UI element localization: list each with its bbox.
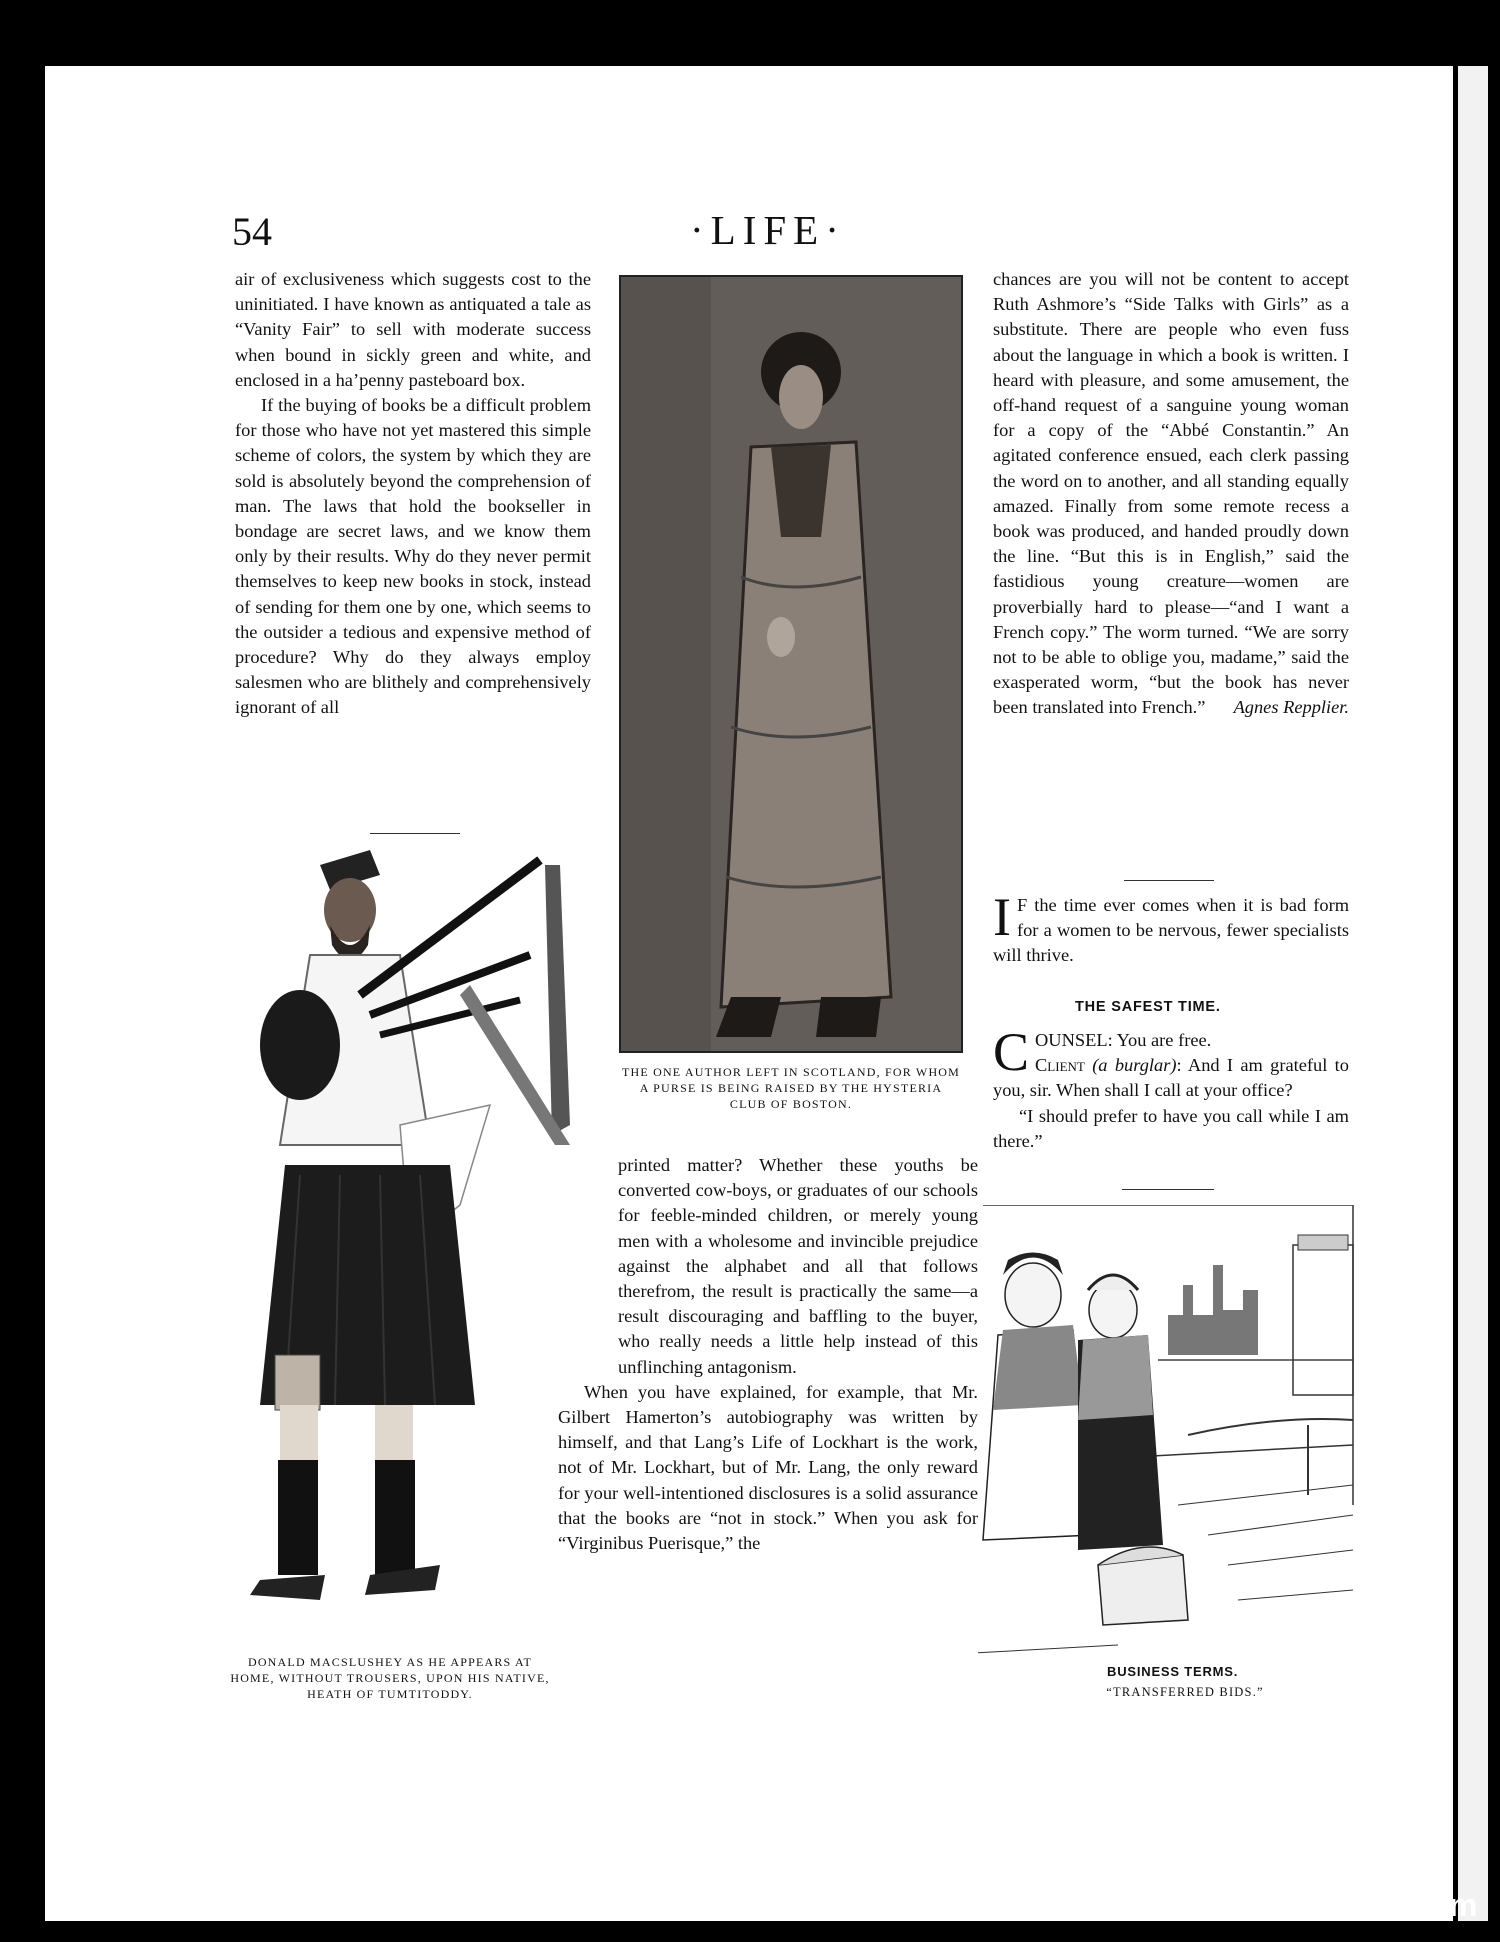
paragraph: If the buying of books be a difficult problem for those who have not yet mastered this simple scheme of colors, the system by which they are sold is absolutely beyond the comprehension of man. The laws that hold the bookseller in bondage are secret laws, and we know them only by their results. Why do they never permit themselves to keep new books in stock, instead of sending for them one by one, which seems to the outsider a tedious and expensive method of procedure? Why do they always employ salesmen who are blithely and comprehensively ignorant of all bbox=[235, 395, 591, 718]
paragraph bbox=[993, 267, 1349, 721]
drop-cap: I bbox=[993, 887, 1011, 947]
section-heading: THE SAFEST TIME. bbox=[1075, 999, 1221, 1015]
column-2-text bbox=[558, 1153, 978, 1556]
paragraph-text: chances are you will not be content to accept Ruth Ashmore’s “Side Talks with Girls” as a substitute. There are people who even fuss about the language in which a book is written. I heard with pleasure, and some amusement, the off-hand request of a sanguine young woman for a copy of the “Abbé Constantin.” An agitated conference ensued, each clerk passing the word on to another, and all standing equally amazed. Finally from some remote recess a book was produced, and handed proudly down the line. “But this is in English,” said the fastidious young creature—women are proverbially hard to please—“and I want a French copy.” The worm turned. “We are sorry not to be able to oblige you, madame,” said the exasperated worm, “but the book has never been translated into French.” bbox=[993, 269, 1349, 718]
cartoon-title: BUSINESS TERMS. bbox=[1107, 1664, 1239, 1679]
divider bbox=[1122, 1189, 1214, 1190]
paragraph: When you have explained, for example, that Mr. Gilbert Hamerton’s autobiography was written by himself, and that Lang’s Life of Lockhart is the work, not of Mr. Lockhart, but of Mr. Lang, the only reward for your well-intentioned disclosures is a solid assurance that the books are “not in stock.” When you ask for “Virginibus Puerisque,” the bbox=[558, 1381, 978, 1554]
drop-cap: C bbox=[993, 1022, 1030, 1082]
author-caption: THE ONE AUTHOR LEFT IN SCOTLAND, FOR WHOM A PURSE IS BEING RAISED BY THE HYSTERIA CLUB OF BOSTON. bbox=[621, 1065, 961, 1111]
watermark-logo: comicbooks.com bbox=[1209, 1887, 1478, 1923]
piper-caption: DONALD MACSLUSHEY AS HE APPEARS AT HOME, WITHOUT TROUSERS, UPON HIS NATIVE, HEATH OF TUMTITODDY. bbox=[230, 1655, 550, 1701]
client-line: : And I am grateful to you, sir. When shall I call at your office? bbox=[993, 1055, 1349, 1101]
bag bbox=[260, 990, 340, 1100]
safest-time-text bbox=[993, 1022, 1349, 1154]
page-number: 54 bbox=[232, 209, 272, 254]
bagpiper-photo bbox=[240, 845, 585, 1635]
counsel-reply: “I should prefer to have you call while I am there.” bbox=[993, 1105, 1349, 1151]
paragraph: air of exclusiveness which suggests cost to the uninitiated. I have known as antiquated a tale as “Vanity Fair” to sell with moderate success when bound in sickly green and white, and enclosed in a ha’penny pasteboard box. bbox=[235, 269, 591, 390]
author-signature: Agnes Repplier. bbox=[1233, 697, 1349, 718]
divider bbox=[1124, 880, 1214, 881]
sporran bbox=[275, 1355, 320, 1410]
author-photo bbox=[619, 275, 963, 1053]
short-item bbox=[993, 887, 1349, 969]
column-3-text bbox=[993, 267, 1349, 721]
adjacent-page-edge bbox=[1458, 66, 1488, 1921]
business-terms-cartoon bbox=[978, 1205, 1356, 1660]
masthead: ·LIFE· bbox=[690, 207, 846, 253]
divider bbox=[370, 833, 460, 834]
client-role: (a burglar) bbox=[1092, 1055, 1177, 1076]
client-label: Client bbox=[1035, 1055, 1085, 1076]
ribbon bbox=[545, 865, 570, 1135]
paragraph: printed matter? Whether these youths be converted cow-boys, or graduates of our schools for feeble-minded children, or merely young men with a wholesome and invincible prejudice against the alphabet and all that follows therefrom, the result is practically the same—a result discouraging and baffling to the buyer, who really needs a little help instead of this unflinching antagonism. bbox=[618, 1155, 978, 1377]
column-1-text bbox=[235, 267, 591, 721]
counsel-line: OUNSEL: You are free. bbox=[1035, 1030, 1212, 1050]
cartoon-subtitle: “TRANSFERRED BIDS.” bbox=[1106, 1685, 1264, 1699]
author-photo-art bbox=[621, 277, 961, 1051]
short-item-text: F the time ever comes when it is bad form for a women to be nervous, fewer specialists will thrive. bbox=[993, 895, 1349, 966]
